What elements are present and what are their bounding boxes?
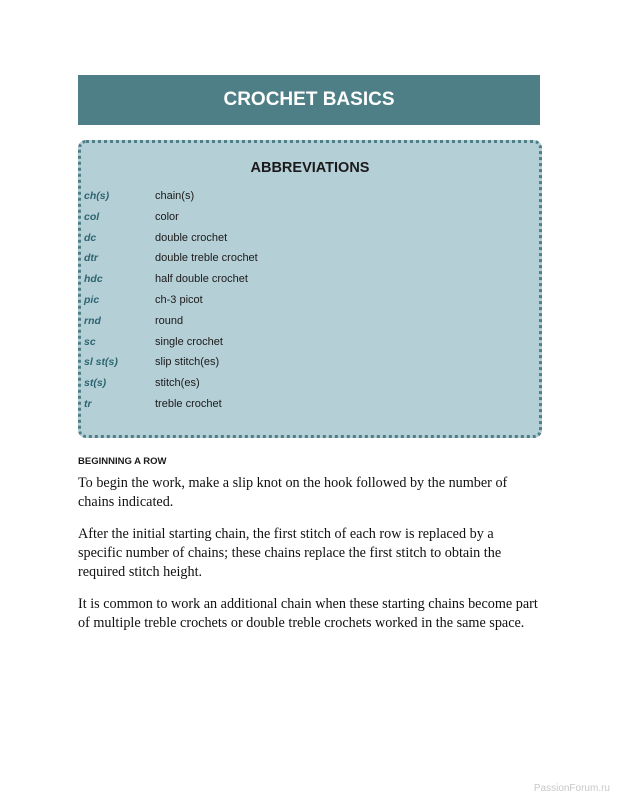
abbreviation-term: dc: [84, 231, 97, 244]
body-paragraph: To begin the work, make a slip knot on the hook followed by the number of chains indicated.: [78, 475, 508, 510]
abbreviation-term: ch(s): [84, 190, 110, 202]
abbreviation-row: [81, 190, 521, 211]
abbreviation-row: [81, 315, 521, 336]
abbreviation-row: [81, 356, 521, 377]
abbreviation-row: [81, 336, 521, 357]
abbreviation-definition: round: [155, 314, 184, 327]
abbreviation-term: rnd: [84, 314, 101, 327]
section-heading: BEGINNING A ROW: [78, 456, 167, 467]
abbreviation-row: [81, 398, 521, 419]
abbreviation-term: dtr: [84, 252, 98, 265]
abbreviation-definition: double treble crochet: [155, 252, 258, 265]
abbreviation-definition: chain(s): [155, 190, 195, 202]
abbreviation-definition: treble crochet: [155, 397, 222, 410]
abbreviations-list: [81, 190, 521, 419]
abbreviation-term: tr: [84, 397, 92, 410]
abbreviation-definition: double crochet: [155, 231, 228, 244]
abbreviation-row: [81, 252, 521, 273]
abbreviations-heading: ABBREVIATIONS: [250, 160, 370, 176]
page-title: CROCHET BASICS: [223, 89, 395, 110]
body-paragraph: It is common to work an additional chain when these starting chains become part of multiple treble crochets or double treble crochets worked in the same space.: [78, 596, 538, 631]
abbreviation-definition: slip stitch(es): [155, 356, 220, 369]
watermark: PassionForum.ru: [533, 783, 610, 794]
abbreviation-term: hdc: [84, 273, 103, 286]
body-paragraph: After the initial starting chain, the first stitch of each row is replaced by a specific number of chains; these chains replace the first stitch to obtain the required stitch height.: [78, 526, 502, 580]
abbreviation-row: [81, 273, 521, 294]
abbreviation-term: sl st(s): [84, 356, 118, 369]
abbreviation-row: [81, 232, 521, 253]
abbreviation-row: [81, 294, 521, 315]
abbreviation-definition: single crochet: [155, 335, 223, 348]
abbreviation-term: pic: [84, 293, 100, 306]
abbreviation-definition: half double crochet: [155, 273, 248, 286]
abbreviation-term: st(s): [84, 377, 107, 390]
abbreviation-definition: stitch(es): [155, 377, 200, 390]
abbreviation-row: [81, 377, 521, 398]
abbreviation-definition: color: [155, 210, 179, 223]
abbreviation-definition: ch-3 picot: [155, 293, 203, 306]
page-banner: [78, 75, 540, 125]
abbreviation-term: sc: [84, 335, 96, 348]
abbreviation-term: col: [84, 210, 100, 223]
abbreviation-row: [81, 211, 521, 232]
abbreviations-box: [78, 140, 542, 438]
